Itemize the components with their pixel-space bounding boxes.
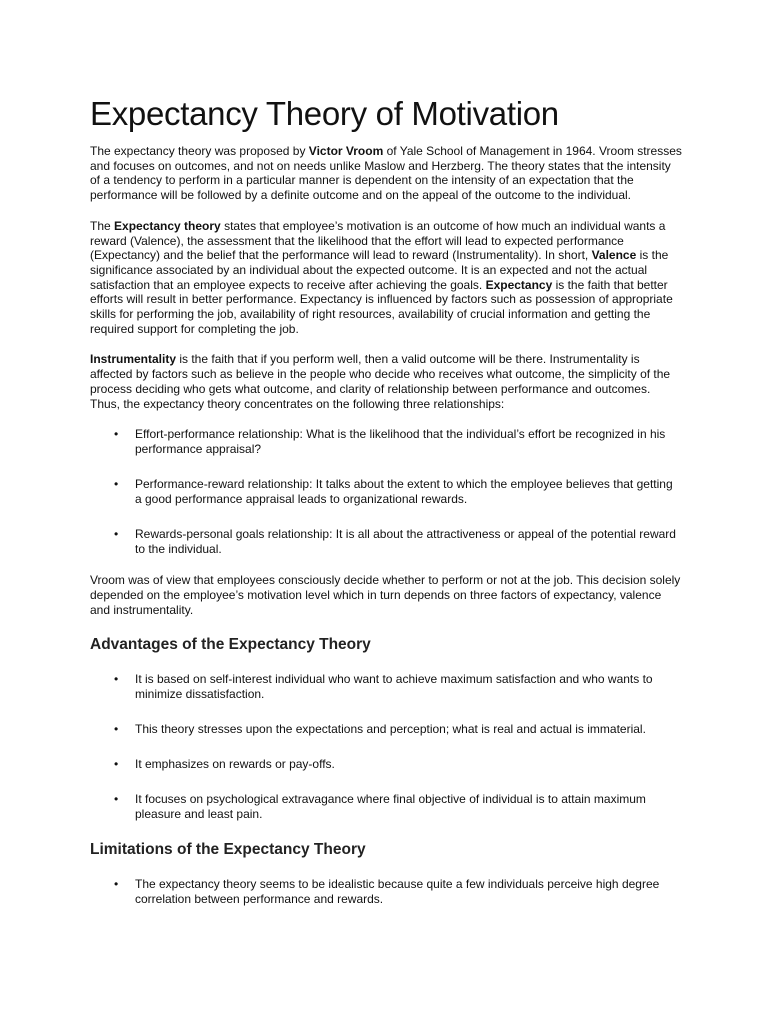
list-item <box>90 672 682 702</box>
list-item-text: Rewards-personal goals relationship: It is all about the attractiveness or appeal of the potential reward to the individual. <box>135 527 676 557</box>
list-item-text: Effort-performance relationship: What is the likelihood that the individual’s effort be recognized in his performance appraisal? <box>135 427 666 457</box>
definition-text-1: The <box>90 218 115 233</box>
intro-paragraph <box>90 144 682 203</box>
list-item-text: It is based on self-interest individual who want to achieve maximum satisfaction and who wants to minimize dissatisfaction. <box>135 672 653 702</box>
limitations-heading: Limitations of the Expectancy Theory <box>90 841 366 859</box>
intro-text-1: The expectancy theory was proposed by <box>90 144 309 158</box>
list-item-text: It emphasizes on rewards or pay-offs. <box>135 757 335 772</box>
limitations-list <box>90 877 682 907</box>
bullet-icon: • <box>114 757 119 772</box>
bullet-icon: • <box>114 427 119 442</box>
summary-paragraph: Vroom was of view that employees consciously decide whether to perform or not at the job. This decision solely depended on the employee’s motivation level which in turn depends on three factors of expectancy, valence and instrumentality. <box>90 573 681 617</box>
term-instrumentality: Instrumentality <box>90 352 177 367</box>
advantages-list <box>90 672 682 822</box>
bullet-icon: • <box>114 792 119 807</box>
list-item <box>90 792 682 822</box>
list-item-text: Performance-reward relationship: It talks about the extent to which the employee believes that getting a good performance appraisal leads to organizational rewards. <box>135 477 673 507</box>
list-item <box>90 477 682 507</box>
intro-text-2: of Yale School of Management in 1964. Vroom stresses and focuses on outcomes, and not on needs unlike Maslow and Herzberg. The theory states that the intensity of a tendency to perform in a particular manner is dependent on the intensity of an expectation that the performance will be followed by a definite outcome and on the appeal of the outcome to the individual. <box>90 144 682 203</box>
bullet-icon: • <box>114 672 119 687</box>
list-item-text: The expectancy theory seems to be idealistic because quite a few individuals perceive high degree correlation between performance and rewards. <box>135 877 660 907</box>
bullet-icon: • <box>114 877 119 892</box>
list-item <box>90 757 682 772</box>
list-item <box>90 877 682 907</box>
list-item-text: This theory stresses upon the expectations and perception; what is real and actual is immaterial. <box>135 722 646 737</box>
instrumentality-paragraph <box>90 352 682 411</box>
page-title: Expectancy Theory of Motivation <box>90 95 559 132</box>
definition-text-2: states that employee’s motivation is an outcome of how much an individual wants a reward (Valence), the assessment that the likelihood that the effort will lead to expected performance (Expectancy) and the belief that the performance will lead to reward (Instrumentality). In short, <box>90 218 666 263</box>
list-item <box>90 722 682 737</box>
term-valence: Valence <box>591 248 637 263</box>
bullet-icon: • <box>114 527 119 542</box>
definition-text-3: is the significance associated by an individual about the expected outcome. It is an expected and not the actual satisfaction that an employee expects to receive after achieving the goals. <box>90 248 669 292</box>
bullet-icon: • <box>114 722 119 737</box>
list-item-text: It focuses on psychological extravagance where final objective of individual is to attain maximum pleasure and least pain. <box>135 792 646 822</box>
list-item <box>90 427 682 457</box>
author-name: Victor Vroom <box>308 144 384 158</box>
instrumentality-text: is the faith that if you perform well, then a valid outcome will be there. Instrumentality is affected by factors such as believe in the people who decide who receives what outcome, the simplicity of the process deciding who gets what outcome, and clarity of relationship between performance and outcomes. Thus, the expectancy theory concentrates on the following three relationships: <box>90 352 671 411</box>
advantages-heading: Advantages of the Expectancy Theory <box>90 636 371 654</box>
definition-text-4: is the faith that better efforts will result in better performance. Expectancy is influenced by factors such as possession of appropriate skills for performing the job, availability of right resources, availability of crucial information and getting the required support for completing the job. <box>90 277 673 336</box>
relationships-list <box>90 427 682 557</box>
term-expectancy: Expectancy <box>485 277 553 292</box>
list-item <box>90 527 682 557</box>
term-expectancy-theory: Expectancy theory <box>114 218 221 233</box>
bullet-icon: • <box>114 477 119 492</box>
definition-paragraph <box>90 219 682 337</box>
